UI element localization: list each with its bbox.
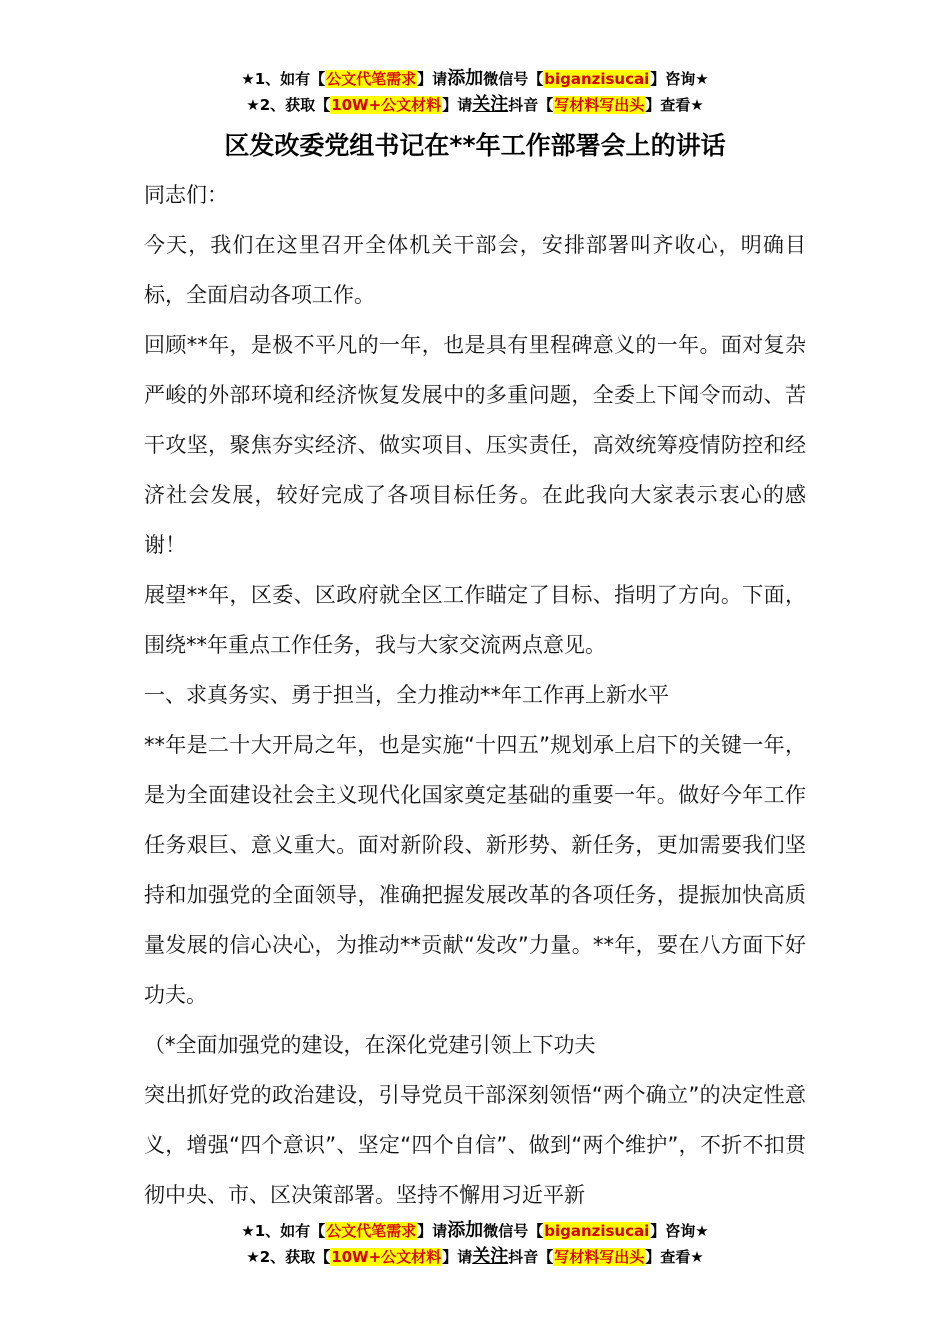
body-paragraph: **年是二十大开局之年，也是实施“十四五”规划承上启下的关键一年，是为全面建设社会主义现代化国家奠定基础的重要一年。做好今年工作任务艰巨、意义重大。面对新阶段、新形势、新任务，更加需要我们坚持和加强党的全面领导，准确把握发展改革的各项任务，提振加快高质量发展的信心决心，为推动**贡献“发改”力量。**年，要在八方面下好功夫。	[144, 733, 806, 1007]
body-paragraph: 今天，我们在这里召开全体机关干部会，安排部署叫齐收心，明确目标，全面启动各项工作。	[144, 233, 806, 307]
banner-line-2: ★2、获取【10W+公文材料】请关注抖音【写材料写出头】查看★	[246, 94, 704, 115]
wechat-id: biganzisucai	[544, 1222, 650, 1240]
document-body	[144, 170, 806, 1220]
banner-highlight: 10W+公文材料	[331, 1248, 442, 1266]
douyin-account: 写材料写出头	[554, 1248, 645, 1266]
document-title: 区发改委党组书记在**年工作部署会上的讲话	[224, 131, 726, 160]
body-paragraph: 展望**年，区委、区政府就全区工作瞄定了目标、指明了方向。下面，围绕**年重点工作任务，我与大家交流两点意见。	[144, 583, 806, 657]
banner-line-1: ★1、如有【公文代笔需求】请添加微信号【biganzisucai】咨询★	[241, 68, 709, 89]
footer-banner	[0, 1218, 950, 1270]
banner-line-2: ★2、获取【10W+公文材料】请关注抖音【写材料写出头】查看★	[246, 1246, 704, 1267]
banner-line-1: ★1、如有【公文代笔需求】请添加微信号【biganzisucai】咨询★	[241, 1220, 709, 1241]
douyin-account: 写材料写出头	[554, 96, 645, 114]
banner-highlight: 10W+公文材料	[331, 96, 442, 114]
body-paragraph: 突出抓好党的政治建设，引导党员干部深刻领悟“两个确立”的决定性意义，增强“四个意识”、坚定“四个自信”、做到“两个维护”，不折不扣贯彻中央、市、区决策部署。坚持不懈用习近平新	[144, 1083, 806, 1207]
wechat-id: biganzisucai	[544, 70, 650, 88]
subsection-heading: （*全面加强党的建设，在深化党建引领上下功夫	[144, 1033, 596, 1057]
banner-highlight: 公文代笔需求	[326, 70, 417, 88]
section-heading: 一、求真务实、勇于担当，全力推动**年工作再上新水平	[144, 683, 669, 707]
body-paragraph: 回顾**年，是极不平凡的一年，也是具有里程碑意义的一年。面对复杂严峻的外部环境和经济恢复发展中的多重问题，全委上下闻令而动、苦干攻坚，聚焦夯实经济、做实项目、压实责任，高效统筹疫情防控和经济社会发展，较好完成了各项目标任务。在此我向大家表示衷心的感谢！	[144, 333, 806, 557]
banner-highlight: 公文代笔需求	[326, 1222, 417, 1240]
salutation: 同志们：	[144, 183, 228, 207]
header-banner	[0, 66, 950, 118]
